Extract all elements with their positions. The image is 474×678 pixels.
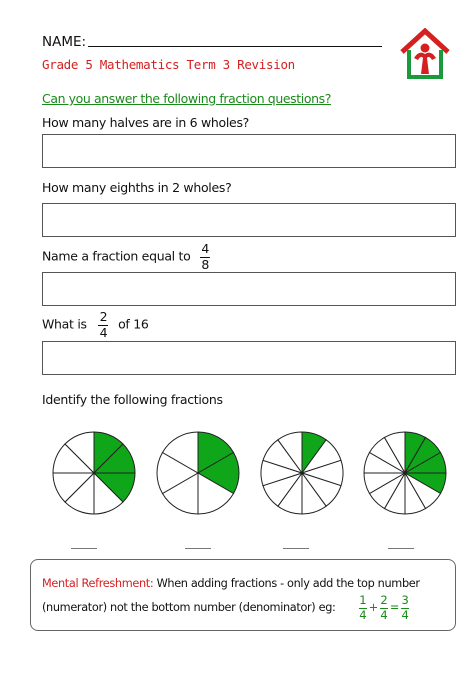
pie-answer-line-2[interactable]: [185, 548, 211, 549]
note-lead: Mental Refreshment:: [42, 577, 154, 590]
question-4-text-after: of 16: [118, 316, 149, 332]
mental-refreshment-note: [30, 559, 456, 631]
fraction-pie-2: [156, 431, 240, 515]
name-field-line[interactable]: [88, 46, 382, 47]
fraction-example: [359, 595, 409, 621]
pie-answer-line-1[interactable]: [71, 548, 97, 549]
example-c-numerator: 3: [401, 593, 409, 607]
example-fraction-b: [380, 595, 388, 621]
note-text: When adding fractions - only add the top number (numerator) not the bottom number (denominator) eg:: [42, 577, 420, 614]
answer-box-3[interactable]: [42, 272, 456, 306]
pie-answer-line-3[interactable]: [283, 548, 309, 549]
plus-sign: +: [368, 601, 378, 614]
fraction-denominator: 4: [99, 324, 108, 340]
fraction-numerator: 2: [99, 309, 108, 324]
pie-answer-line-4[interactable]: [388, 548, 414, 549]
example-a-denominator: 4: [359, 607, 367, 622]
house-logo-icon: [398, 28, 452, 80]
fraction-numerator: 4: [201, 241, 209, 256]
example-b-numerator: 2: [380, 593, 388, 607]
example-fraction-a: [359, 595, 367, 621]
question-4-fraction: [98, 311, 108, 339]
question-1: How many halves are in 6 wholes?: [42, 115, 249, 130]
question-2: How many eighths in 2 wholes?: [42, 180, 232, 195]
example-b-denominator: 4: [380, 607, 388, 622]
answer-box-1[interactable]: [42, 134, 456, 168]
question-3: [42, 243, 210, 271]
fraction-pie-1: [52, 431, 136, 515]
question-3-fraction: [200, 243, 210, 271]
question-4-text-before: What is: [42, 316, 87, 332]
question-3-text: Name a fraction equal to: [42, 248, 191, 264]
fraction-denominator: 8: [201, 256, 209, 272]
answer-box-4[interactable]: [42, 341, 456, 375]
name-label: NAME:: [42, 34, 87, 50]
fraction-pie-3: [260, 431, 344, 515]
example-fraction-c: [401, 595, 409, 621]
example-a-numerator: 1: [359, 593, 367, 607]
fraction-pie-4: [363, 431, 447, 515]
pie-section-instruction: Identify the following fractions: [42, 392, 223, 407]
worksheet-title: Grade 5 Mathematics Term 3 Revision: [42, 57, 295, 72]
equals-sign: =: [389, 601, 399, 614]
example-c-denominator: 4: [401, 607, 409, 622]
section-instruction: Can you answer the following fraction questions?: [42, 91, 331, 106]
question-4: [42, 311, 149, 339]
answer-box-2[interactable]: [42, 203, 456, 237]
